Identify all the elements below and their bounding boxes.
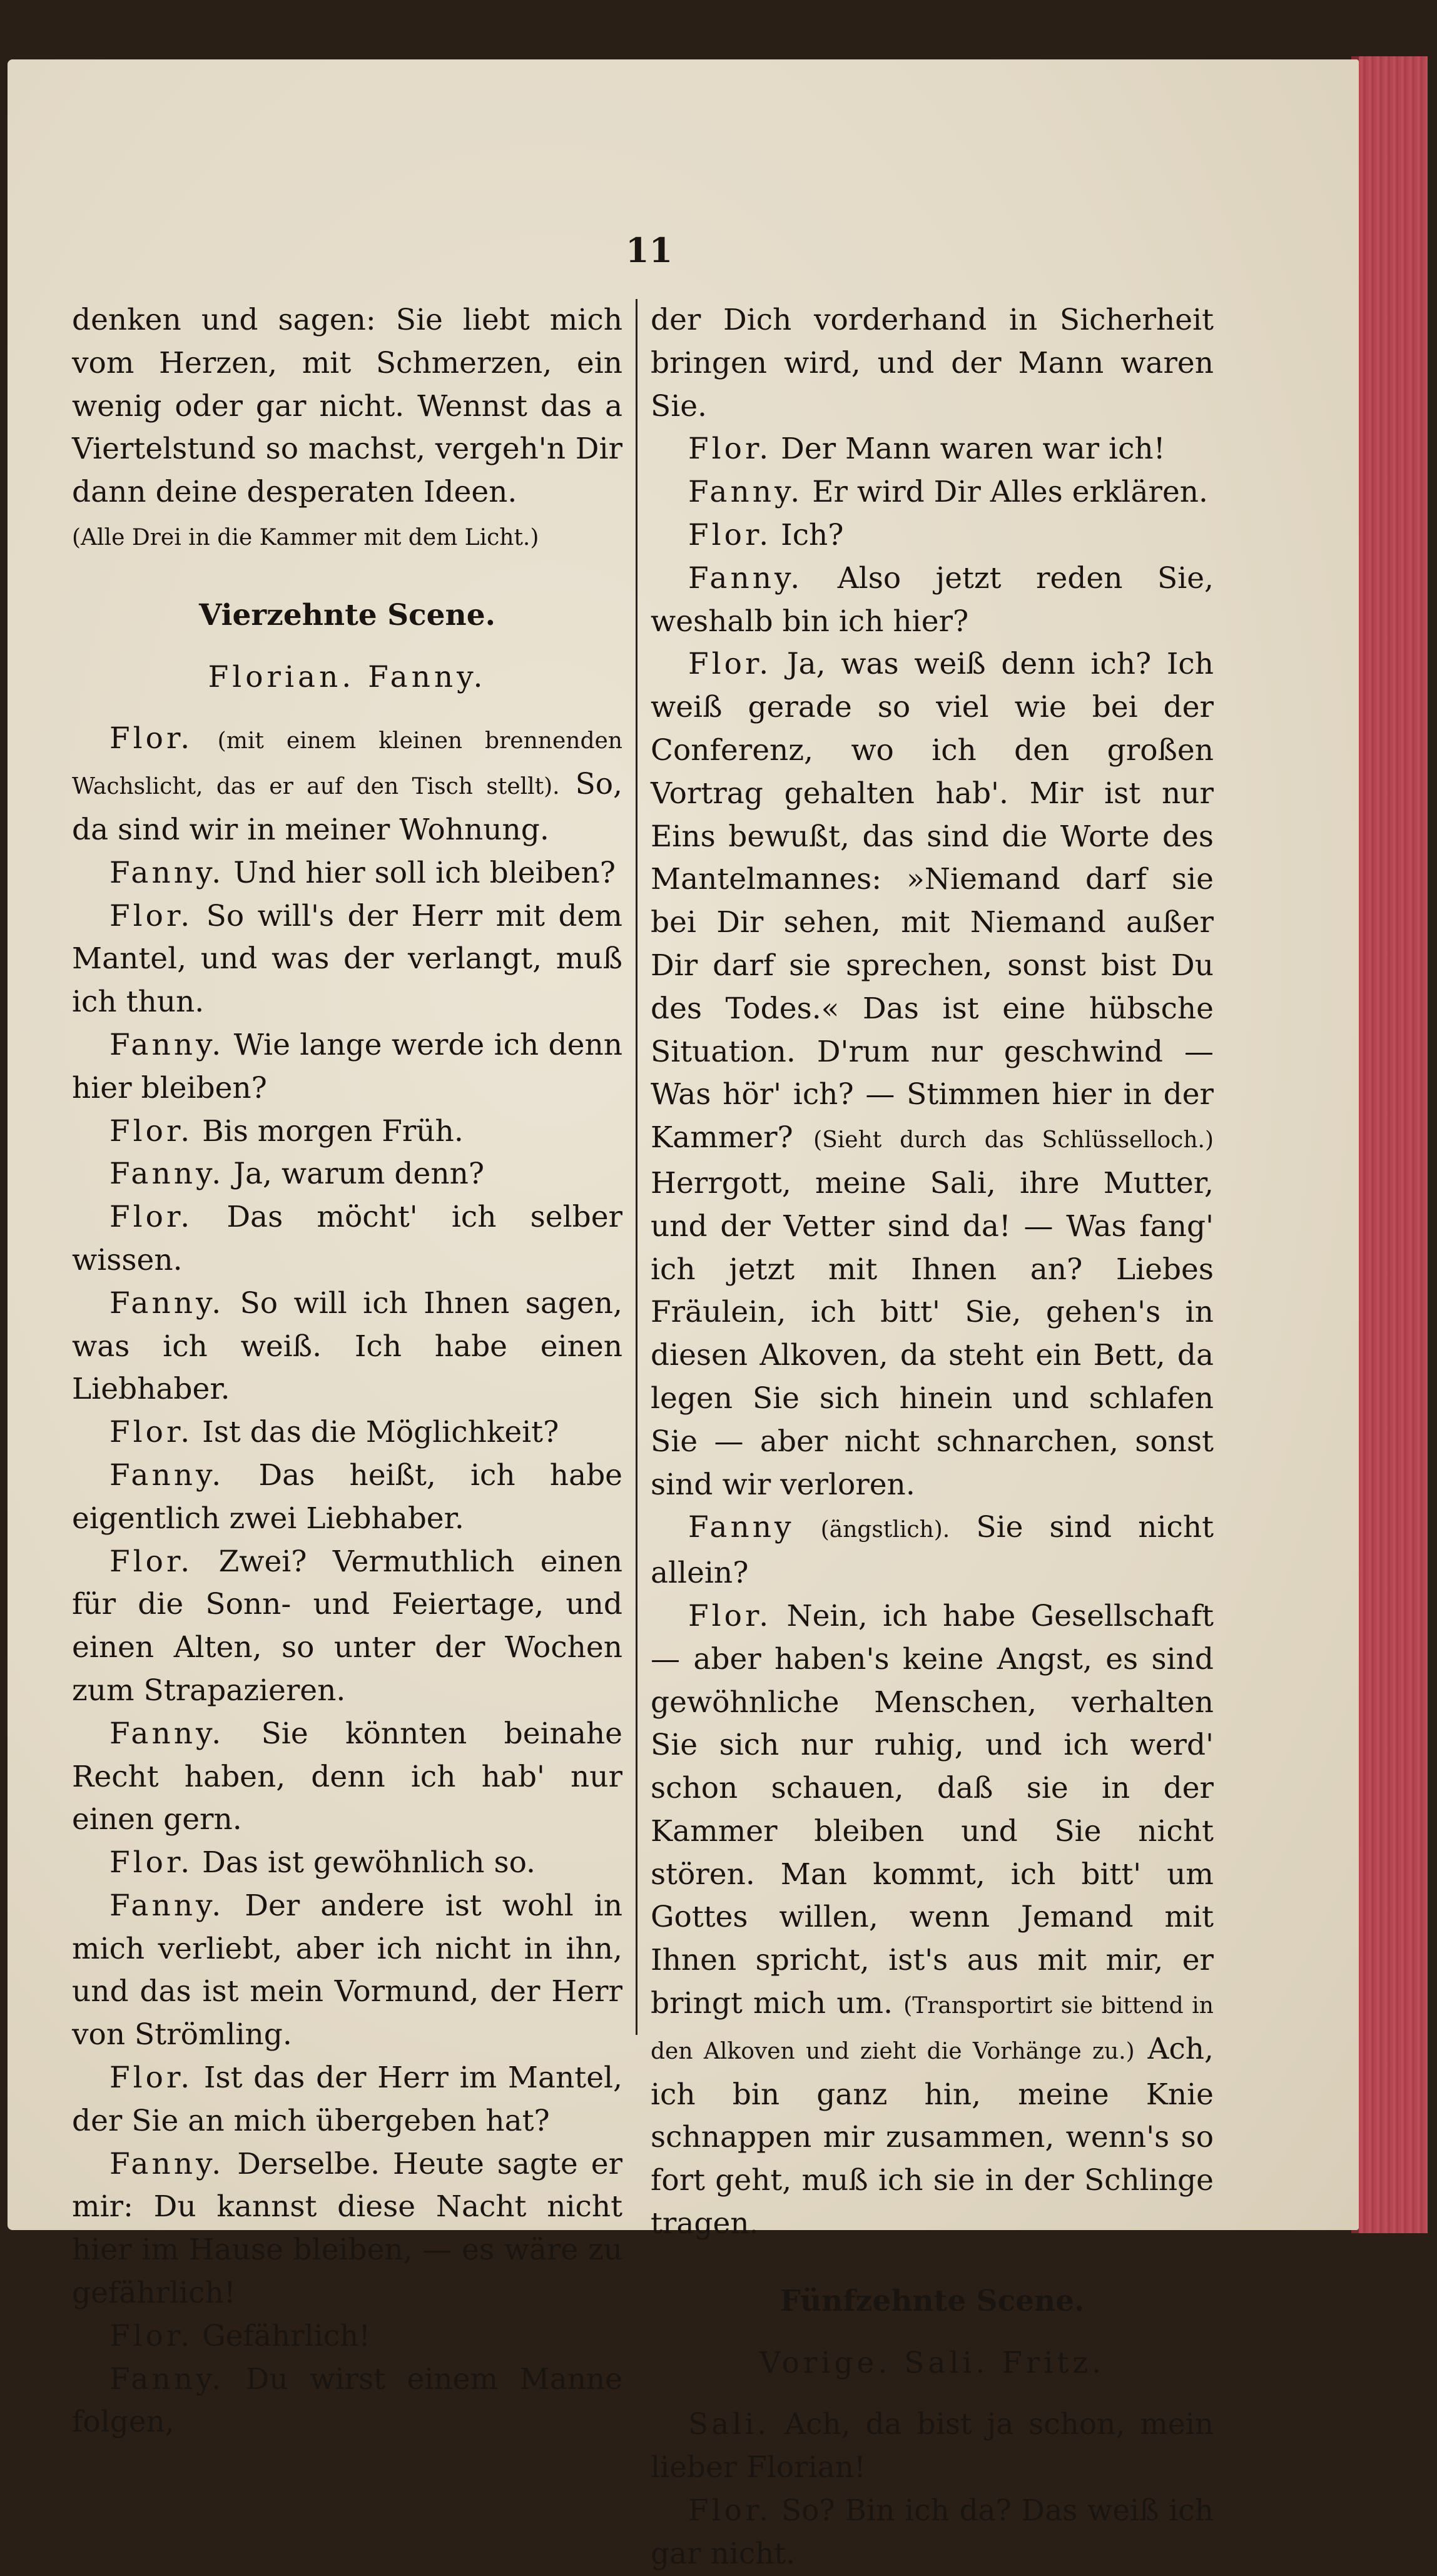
speaker-name: Fanny.: [688, 560, 803, 596]
speech-text: Zwei? Vermuthlich einen für die Sonn- und Feiertage, und einen Alten, so unter der Wochen zum Strapazieren.: [72, 1544, 622, 1708]
speech: [72, 2057, 622, 2143]
speech: [72, 1196, 622, 1282]
stage-direction: (ängstlich).: [820, 1517, 950, 1543]
speaker-name: Fanny.: [109, 1285, 225, 1321]
speech-text: Bis morgen Früh.: [202, 1113, 464, 1149]
speech-text: Und hier soll ich bleiben?: [233, 855, 616, 890]
speech: [651, 557, 1214, 644]
speech: [72, 1024, 622, 1110]
speech: [72, 1541, 622, 1713]
speaker-name: Fanny.: [109, 1027, 225, 1062]
speech: [72, 852, 622, 895]
speaker-name: Flor.: [109, 898, 193, 933]
speaker-name: Fanny.: [109, 1157, 225, 1192]
speech-text: So will ich Ihnen sagen, was ich weiß. Ich habe einen Liebhaber.: [72, 1285, 622, 1407]
cast-list: Florian. Fanny.: [208, 659, 487, 694]
speaker-name: Fanny.: [109, 2361, 225, 2396]
speaker-name: Flor.: [109, 1415, 193, 1450]
speech-text: Ach, da bist ja schon, mein lieber Florian!: [651, 2407, 1214, 2485]
speech: [72, 2143, 622, 2315]
speaker-name: Flor.: [109, 1113, 193, 1149]
speech: [72, 1885, 622, 2057]
speech-text: So? Bin ich da? Das weiß ich gar nicht.: [651, 2493, 1214, 2571]
speech: [651, 471, 1214, 514]
speaker-name: Fanny.: [109, 1716, 225, 1751]
stage-direction: (Sieht durch das Schlüsselloch.): [813, 1127, 1214, 1154]
speech: [72, 1282, 622, 1411]
speaker-name: Flor.: [109, 2061, 193, 2096]
speech-text: Wie lange werde ich denn hier bleiben?: [72, 1027, 622, 1105]
speaker-name: Flor.: [688, 1598, 772, 1633]
speaker-name: Fanny.: [109, 2146, 225, 2181]
speech-text: Der andere ist wohl in mich verliebt, aber ich nicht in ihn, und das ist mein Vormund, der Herr von Strömling.: [72, 1888, 622, 2052]
speech: [72, 1842, 622, 1885]
speech: [651, 2403, 1214, 2490]
speech-text: Sie könnten beinahe Recht haben, denn ich hab' nur einen gern.: [72, 1716, 622, 1837]
speech-text: Ach, ich bin ganz hin, meine Knie schnappen mir zusammen, wenn's so fort geht, muß ich sie in der Schlinge tragen.: [651, 2031, 1214, 2241]
speech: [651, 1595, 1214, 2246]
speech: [72, 718, 622, 851]
scene-heading: Vierzehnte Scene.: [199, 597, 495, 632]
stage-direction: (Transportirt sie bittend in den Alkoven und zieht die Vorhänge zu.): [651, 1993, 1214, 2064]
speech-text: Ist das die Möglichkeit?: [202, 1415, 559, 1450]
stage-direction-line: [72, 514, 622, 560]
speech: [651, 428, 1214, 471]
stage-direction: (mit einem kleinen brennenden Wachslicht, das er auf den Tisch stellt).: [72, 728, 622, 800]
speaker-name: Sali.: [688, 2407, 770, 2442]
speech: [651, 1506, 1214, 1595]
speaker-name: Flor.: [109, 1544, 193, 1579]
speaker-name: Flor.: [688, 647, 772, 682]
speech-text: So will's der Herr mit dem Mantel, und was der verlangt, muß ich thun.: [72, 898, 622, 1020]
speech-text: Der Mann waren war ich!: [781, 432, 1165, 467]
speech: [72, 1411, 622, 1454]
speech-text: Gefährlich!: [202, 2318, 371, 2353]
speaker-name: Fanny.: [109, 855, 225, 890]
speaker-name: Flor.: [688, 2493, 772, 2528]
stage-direction: (Alle Drei in die Kammer mit dem Licht.): [72, 524, 539, 550]
speech: [72, 1153, 622, 1196]
scene-heading: Fünfzehnte Scene.: [779, 2283, 1085, 2318]
speaker-name: Flor.: [688, 517, 772, 552]
speech: [72, 2358, 622, 2445]
speaker-name: Fanny: [688, 1510, 795, 1545]
speech: [651, 643, 1214, 1506]
speech-text: Also jetzt reden Sie, weshalb bin ich hier?: [651, 560, 1214, 639]
speaker-name: Flor.: [109, 1845, 193, 1880]
speech-text: Er wird Dir Alles erklären.: [812, 475, 1208, 510]
column-divider: [636, 299, 637, 2035]
book-edge: [1359, 56, 1428, 2233]
speech: [72, 2315, 622, 2358]
speaker-name: Flor.: [109, 721, 193, 756]
left-column: [72, 299, 622, 2444]
speech: [72, 1110, 622, 1154]
speech-text: Herrgott, meine Sali, ihre Mutter, und der Vetter sind da! — Was fang' ich jetzt mit Ihnen an? Liebes Fräulein, ich bitt' Sie, gehen's in diesen Alkoven, da steht ein Bett, da legen Sie sich hinein und schlafen Sie — aber nicht schnarchen, sonst sind wir verloren.: [651, 1165, 1214, 1502]
speech-text: Das möcht' ich selber wissen.: [72, 1200, 622, 1277]
page-number: 11: [626, 230, 673, 270]
speech-text: So, da sind wir in meiner Wohnung.: [72, 767, 622, 847]
speech-text: Ja, was weiß denn ich? Ich weiß gerade so viel wie bei der Conferenz, wo ich den großen Vortrag gehalten hab'. Mir ist nur Eins bewußt, das sind die Worte des Mantelmannes: »Niemand darf sie bei Dir sehen, mit Niemand außer Dir darf sie sprechen, sonst bist Du des Todes.« Das ist eine hübsche Situation. D'rum nur geschwind — Was hör' ich? — Stimmen hier in der Kammer?: [651, 647, 1214, 1155]
speaker-name: Fanny.: [109, 1458, 225, 1493]
speech: [72, 1454, 622, 1541]
speech: [651, 514, 1214, 557]
speech-text: Derselbe. Heute sagte er mir: Du kannst diese Nacht nicht hier im Hause bleiben, — es wäre zu gefährlich!: [72, 2146, 622, 2311]
speaker-name: Flor.: [109, 1200, 193, 1235]
speech-text: Ja, warum denn?: [233, 1157, 485, 1192]
continued-text: denken und sagen: Sie liebt mich vom Herzen, mit Schmerzen, ein wenig oder gar nicht. Wennst das a Viertelstund so machst, vergeh'n Dir dann deine desperaten Ideen.: [72, 303, 622, 510]
speaker-name: Fanny.: [109, 1888, 225, 1923]
speaker-name: Fanny.: [688, 475, 803, 510]
speech: [72, 1713, 622, 1842]
speaker-name: Flor.: [109, 2318, 193, 2353]
speech-text: Ist das der Herr im Mantel, der Sie an mich übergeben hat?: [72, 2061, 622, 2138]
cast-list: Vorige. Sali. Fritz.: [759, 2345, 1105, 2380]
speaker-name: Flor.: [688, 432, 772, 467]
speech-text: Du wirst einem Manne folgen,: [72, 2361, 622, 2440]
speech-text: Das ist gewöhnlich so.: [202, 1845, 536, 1880]
continued-text: der Dich vorderhand in Sicherheit bringen wird, und der Mann waren Sie.: [651, 303, 1214, 423]
right-column: [651, 299, 1214, 2576]
speech-text: Nein, ich habe Gesellschaft — aber haben's keine Angst, es sind gewöhnliche Menschen, verhalten Sie sich nur ruhig, und ich werd' schon schauen, daß sie in der Kammer bleiben und Sie nicht stören. Man kommt, ich bitt' um Gottes willen, wenn Jemand mit Ihnen spricht, ist's aus mit mir, er bringt mich um.: [651, 1598, 1214, 2021]
speech-text: Das heißt, ich habe eigentlich zwei Liebhaber.: [72, 1458, 622, 1536]
speech-text: Ich?: [781, 517, 844, 552]
speech: [72, 895, 622, 1024]
speech-text: Sie sind nicht allein?: [651, 1510, 1214, 1591]
speech: [651, 2490, 1214, 2576]
